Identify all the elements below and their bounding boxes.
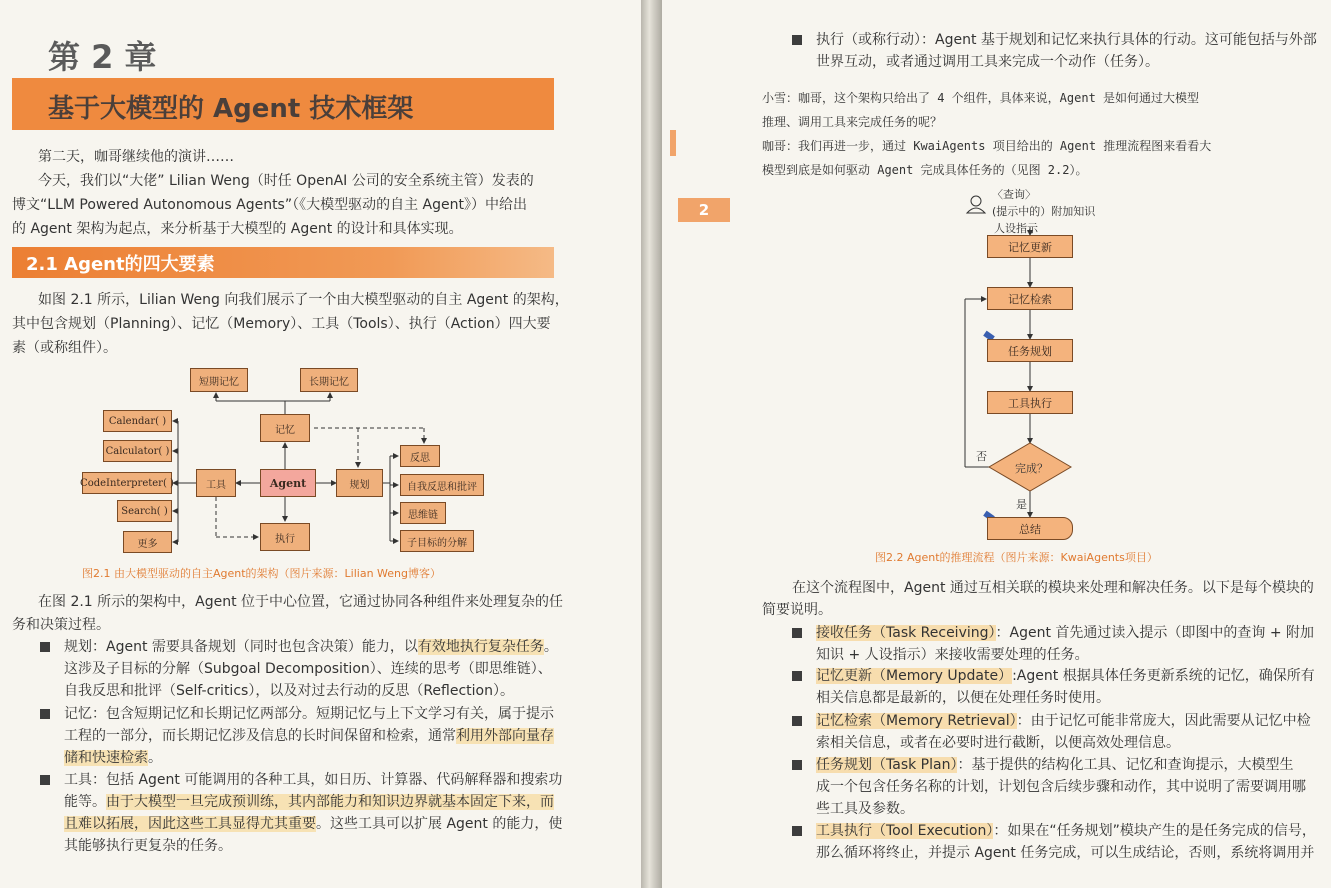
page-edge-mark: [670, 130, 676, 156]
left-page: 第 2 章 基于大模型的 Agent 技术框架 第二天，咖哥继续他的演讲…… 今天，我们以“大佬” Lilian Weng（时任 OpenAI 公司的安全系统主管）发表的 博文“LLM Powered Autonomous Agents”（《大模型驱动的自主 Agent》）中给出 的 Agent 架构为起点，来分析基于大模型的 Agent 的设计和具体实现。 2.1 Agent的四大要素 如图 2.1 所示，Lilian Weng 向我们展示了一个由大模型驱动的自主 Agent 的架构， 其中包含规划（Planning）、记忆（Memory）、工具（Tools）、执行（Action）四大要 素（或称组件）。 短期记忆 长期记忆 记忆 Agent 工具 规划 执行 Calendar( ) Calculator( ) CodeInterpreter( ) Search( ) 更多 反思 自我反思和批评 思维链 子目标的分解 图2.1 由大模型驱动的自主Agent的架构（图片来源：Lilian Weng博客） 在图 2.1 所示的架构中，Agent 位于中心位置，它通过协同各种组件来处理复杂的任 务和决策过程。 规划：Agent 需要具备规划（同时也包含决策）能力，以有效地执行复杂任务。 这涉及子目标的分解（Subgoal Decomposition）、连续的思考（即思维链）、 自我反思和批评（Self-critics），以及对过去行动的反思（Reflection）。 记忆：包含短期记忆和长期记忆两部分。短期记忆与上下文学习有关，属于提示 工程的一部分，而长期记忆涉及信息的长时间保留和检索，通常利用外部向量存 储和快速检索。 工具：包括 Agent 可能调用的各种工具，如日历、计算器、代码解释器和搜索功 能等。由于大模型一旦完成预训练，其内部能力和知识边界就基本固定下来，而 且难以拓展，因此这些工具显得尤其重要。这些工具可以扩展 Agent 的能力，使 其能够执行更复杂的任务。: [0, 0, 641, 888]
tool-item-codeinterpreter: CodeInterpreter( ): [82, 472, 172, 494]
tool-item-calendar: Calendar( ): [103, 410, 172, 432]
bullet-square-icon: [40, 642, 50, 652]
bullet-square-icon: [40, 709, 50, 719]
right-after-figure-cont: 简要说明。: [762, 602, 832, 618]
figure-2-2-caption: 图2.2 Agent的推理流程（图片来源：KwaiAgents项目）: [875, 551, 1158, 564]
bullet-square-icon: [792, 826, 802, 836]
bullet-square-icon: [40, 775, 50, 785]
flow-node-tool-execution: 工具执行: [987, 391, 1073, 414]
flow-knowledge-label: (提示中的）附加知识: [992, 205, 1096, 218]
flow-node-task-plan: 任务规划: [987, 339, 1073, 362]
section-para-first: 如图 2.1 所示，Lilian Weng 向我们展示了一个由大模型驱动的自主 Agent 的架构，: [38, 292, 569, 308]
intro-paragraph: 今天，我们以“大佬” Lilian Weng（时任 OpenAI 公司的安全系统主管）发表的: [38, 173, 534, 189]
flow-query-label: 〈查询〉: [992, 188, 1036, 201]
chapter-title: 基于大模型的 Agent 技术框架: [48, 94, 414, 124]
intro-line-1: 第二天，咖哥继续他的演讲……: [38, 149, 234, 165]
right-after-figure-first: 在这个流程图中，Agent 通过互相关联的模块来处理和解决任务。以下是每个模块的: [792, 580, 1314, 596]
node-tools: 工具: [196, 469, 236, 497]
node-agent: Agent: [260, 469, 316, 497]
chapter-tab: 2: [678, 198, 730, 222]
tool-item-more: 更多: [123, 531, 172, 553]
bullet-square-icon: [792, 628, 802, 638]
chapter-number: 第 2 章: [48, 38, 157, 76]
flow-label-yes: 是: [1016, 498, 1027, 511]
bullet-square-icon: [792, 671, 802, 681]
flow-node-summary: 总结: [987, 517, 1073, 540]
node-planning: 规划: [336, 469, 383, 497]
plan-item-reflection: 反思: [400, 445, 440, 467]
node-action: 执行: [260, 523, 310, 551]
after-figure-cont: 务和决策过程。: [12, 617, 110, 633]
plan-item-chain-of-thought: 思维链: [400, 502, 446, 524]
bullet-square-icon: [792, 716, 802, 726]
plan-item-subgoal: 子目标的分解: [400, 530, 474, 552]
dialog-block: 小雪：咖哥，这个架构只给出了 4 个组件，具体来说，Agent 是如何通过大模型 推理、调用工具来完成任务的呢？ 咖哥：我们再进一步，通过 KwaiAgents 项目给出的 Agent 推理流程图来看看大 模型到底是如何驱动 Agent 完成具体任务的（见图 2.2）。: [762, 91, 1212, 177]
flow-node-memory-retrieval: 记忆检索: [987, 287, 1073, 310]
bullet-square-icon: [792, 760, 802, 770]
tool-item-search: Search( ): [117, 500, 172, 522]
after-figure-first: 在图 2.1 所示的架构中，Agent 位于中心位置，它通过协同各种组件来处理复杂的任: [38, 594, 564, 610]
book-gutter: [641, 0, 662, 888]
section-para: 其中包含规划（Planning）、记忆（Memory）、工具（Tools）、执行（Action）四大要 素（或称组件）。: [12, 316, 551, 356]
node-memory: 记忆: [260, 414, 310, 442]
node-long-term-memory: 长期记忆: [300, 368, 358, 392]
bullet-square-icon: [792, 35, 802, 45]
section-title: 2.1 Agent的四大要素: [26, 254, 215, 275]
flow-label-no: 否: [976, 450, 987, 463]
figure-2-1-caption: 图2.1 由大模型驱动的自主Agent的架构（图片来源：Lilian Weng博客）: [82, 567, 442, 580]
tool-item-calculator: Calculator( ): [103, 440, 172, 462]
plan-item-self-critics: 自我反思和批评: [400, 474, 484, 496]
flow-persona-label: 人设指示: [994, 222, 1038, 235]
figure-2-2-flowchart: [960, 183, 1120, 553]
flow-node-memory-update: 记忆更新: [987, 235, 1073, 258]
figure-2-1-architecture: [78, 363, 490, 558]
intro-paragraph-cont: 博文“LLM Powered Autonomous Agents”（《大模型驱动的自主 Agent》）中给出 的 Agent 架构为起点，来分析基于大模型的 Agent 的设计和具体实现。: [12, 197, 527, 237]
node-short-term-memory: 短期记忆: [190, 368, 248, 392]
flow-decision-done: 完成？: [1015, 462, 1048, 475]
